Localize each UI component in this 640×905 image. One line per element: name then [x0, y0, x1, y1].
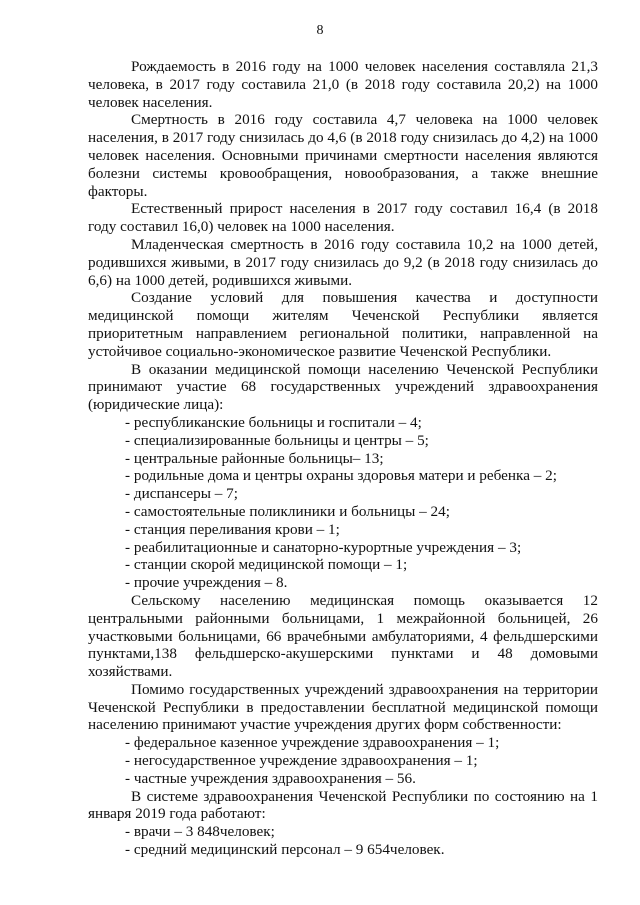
list-item: - самостоятельные поликлиники и больницы – 24;	[125, 502, 450, 520]
institutions-list	[88, 414, 598, 592]
paragraph-other-forms: Помимо государственных учреждений здравоохранения на территории Чеченской Республики в предоставлении бесплатной медицинской помощи населению принимают участие учреждения других форм собственности:	[88, 680, 598, 734]
paragraph-natural-growth: Естественный прирост населения в 2017 году составил 16,4 (в 2018 году составил 16,0) человек на 1000 населения.	[88, 200, 598, 236]
list-item: - негосударственное учреждение здравоохранения – 1;	[125, 752, 478, 770]
list-item: - реабилитационные и санаторно-курортные учреждения – 3;	[125, 538, 522, 556]
paragraph-healthcare-priority: Создание условий для повышения качества и доступности медицинской помощи жителям Чеченской Республики является приоритетным направлением региональной политики, направленной на устойчивое социально-экономическое развитие Чеченской Республики.	[88, 289, 598, 360]
list-item: - республиканские больницы и госпитали – 4;	[125, 413, 422, 431]
staff-list	[88, 823, 598, 859]
list-item: - специализированные больницы и центры – 5;	[125, 431, 429, 449]
list-item: - средний медицинский персонал – 9 654человек.	[125, 841, 445, 859]
paragraph-institutions-intro: В оказании медицинской помощи населению Чеченской Республики принимают участие 68 государственных учреждений здравоохранения (юридические лица):	[88, 360, 598, 414]
list-item: - частные учреждения здравоохранения – 56.	[125, 769, 416, 787]
list-item: - прочие учреждения – 8.	[125, 574, 288, 592]
list-item: - родильные дома и центры охраны здоровья матери и ребенка – 2;	[125, 467, 557, 485]
list-item: - центральные районные больницы– 13;	[125, 449, 384, 467]
paragraph-infant-mortality: Младенческая смертность в 2016 году составила 10,2 на 1000 детей, родившихся живыми, в 2017 году снизилась до 9,2 (в 2018 году снизилась до 6,6) на 1000 детей, родившихся живыми.	[88, 235, 598, 289]
list-item: - федеральное казенное учреждение здравоохранения – 1;	[125, 734, 500, 752]
paragraph-rural-care: Сельскому населению медицинская помощь оказывается 12 центральными районными больницами, 1 межрайонной больницей, 26 участковыми больницами, 66 врачебными амбулаториями, 4 фельдшерскими пунктами,138 фельдшерско-акушерскими пунктами и 48 домовыми хозяйствами.	[88, 591, 598, 681]
other-forms-list	[88, 734, 598, 787]
paragraph-mortality: Смертность в 2016 году составила 4,7 человека на 1000 человек населения, в 2017 году снизилась до 4,6 (в 2018 году снизилась до 4,2) на 1000 человек населения. Основными причинами смертности населения являются болезни системы кровообращения, новообразования, а также внешние факторы.	[88, 111, 598, 200]
paragraph-staff: В системе здравоохранения Чеченской Республики по состоянию на 1 января 2019 года работают:	[88, 787, 598, 823]
paragraph-birth-rate: Рождаемость в 2016 году на 1000 человек населения составляла 21,3 человека, в 2017 году составила 21,0 (в 2018 году составила 20,2) на 1000 человек населения.	[88, 58, 598, 111]
list-item: - диспансеры – 7;	[125, 485, 238, 503]
document-body	[88, 58, 598, 859]
list-item: - врачи – 3 848человек;	[125, 823, 275, 841]
list-item: - станции скорой медицинской помощи – 1;	[125, 556, 408, 574]
list-item: - станция переливания крови – 1;	[125, 520, 340, 538]
page-number: 8	[316, 23, 324, 38]
